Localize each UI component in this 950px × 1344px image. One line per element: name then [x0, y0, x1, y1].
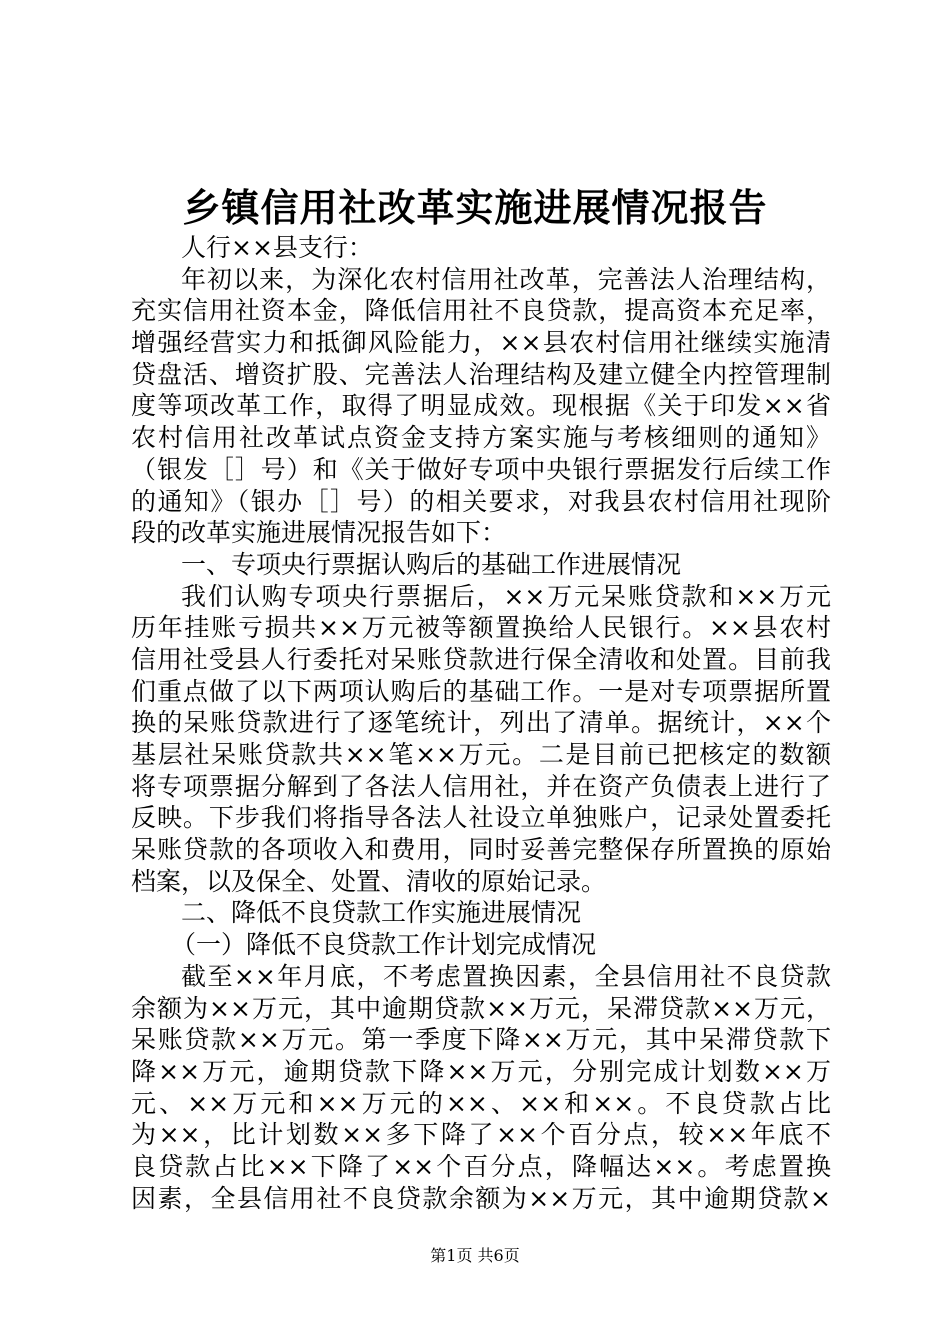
paragraph-line: 为××，比计划数××多下降了××个百分点，较××年底不	[131, 1120, 831, 1150]
page-number-footer: 第1页 共6页	[430, 1246, 520, 1265]
paragraph-line: 呆账贷款××万元。第一季度下降××万元，其中呆滞贷款下	[131, 1025, 831, 1055]
paragraph-line: 充实信用社资本金，降低信用社不良贷款，提高资本充足率，	[131, 296, 831, 326]
subsection-heading: （一）降低不良贷款工作计划完成情况	[171, 930, 597, 960]
paragraph-line: 将专项票据分解到了各法人信用社，并在资产负债表上进行了	[131, 771, 831, 801]
paragraph-line: 的通知》（银办［］号）的相关要求，对我县农村信用社现阶	[131, 486, 831, 516]
document-body	[131, 232, 831, 1214]
paragraph-line: 呆账贷款的各项收入和费用，同时妥善完整保存所置换的原始	[131, 835, 831, 865]
section-heading: 二、降低不良贷款工作实施进展情况	[181, 898, 582, 928]
paragraph-line: 降××万元，逾期贷款下降××万元，分别完成计划数××万	[131, 1056, 831, 1086]
paragraph-line: 历年挂账亏损共××万元被等额置换给人民银行。××县农村	[131, 613, 831, 643]
paragraph-line: 增强经营实力和抵御风险能力，××县农村信用社继续实施清	[131, 328, 831, 358]
paragraph-line: 年初以来，为深化农村信用社改革，完善法人治理结构，	[181, 264, 831, 294]
salutation-line: 人行××县支行：	[181, 233, 373, 262]
paragraph-line: 良贷款占比××下降了××个百分点，降幅达××。考虑置换	[131, 1151, 831, 1181]
paragraph-line: 们重点做了以下两项认购后的基础工作。一是对专项票据所置	[131, 676, 831, 706]
paragraph-line: 农村信用社改革试点资金支持方案实施与考核细则的通知》	[131, 423, 831, 453]
paragraph-line: 反映。下步我们将指导各法人社设立单独账户，记录处置委托	[131, 803, 831, 833]
paragraph-line: 信用社受县人行委托对呆账贷款进行保全清收和处置。目前我	[131, 644, 831, 674]
paragraph-line: 元、××万元和××万元的××、××和××。不良贷款占比	[131, 1088, 831, 1118]
paragraph-line: 贷盘活、增资扩股、完善法人治理结构及建立健全内控管理制	[131, 359, 831, 389]
paragraph-line: 余额为××万元，其中逾期贷款××万元，呆滞贷款××万元，	[131, 993, 831, 1023]
paragraph-line: 度等项改革工作，取得了明显成效。现根据《关于印发××省	[131, 391, 831, 421]
section-heading: 一、专项央行票据认购后的基础工作进展情况	[181, 549, 682, 579]
paragraph-line: （银发［］号）和《关于做好专项中央银行票据发行后续工作	[131, 454, 831, 484]
paragraph-line: 我们认购专项央行票据后，××万元呆账贷款和××万元	[181, 581, 831, 611]
paragraph-line: 换的呆账贷款进行了逐笔统计，列出了清单。据统计，××个	[131, 708, 831, 738]
paragraph-line: 基层社呆账贷款共××笔××万元。二是目前已把核定的数额	[131, 740, 831, 769]
paragraph-line: 档案，以及保全、处置、清收的原始记录。	[131, 866, 607, 896]
paragraph-line: 段的改革实施进展情况报告如下：	[131, 518, 507, 548]
paragraph-line: 截至××年月底，不考虑置换因素，全县信用社不良贷款	[181, 961, 831, 991]
document-title: 乡镇信用社改革实施进展情况报告	[182, 185, 768, 230]
paragraph-line: 因素，全县信用社不良贷款余额为××万元，其中逾期贷款×	[131, 1183, 831, 1213]
